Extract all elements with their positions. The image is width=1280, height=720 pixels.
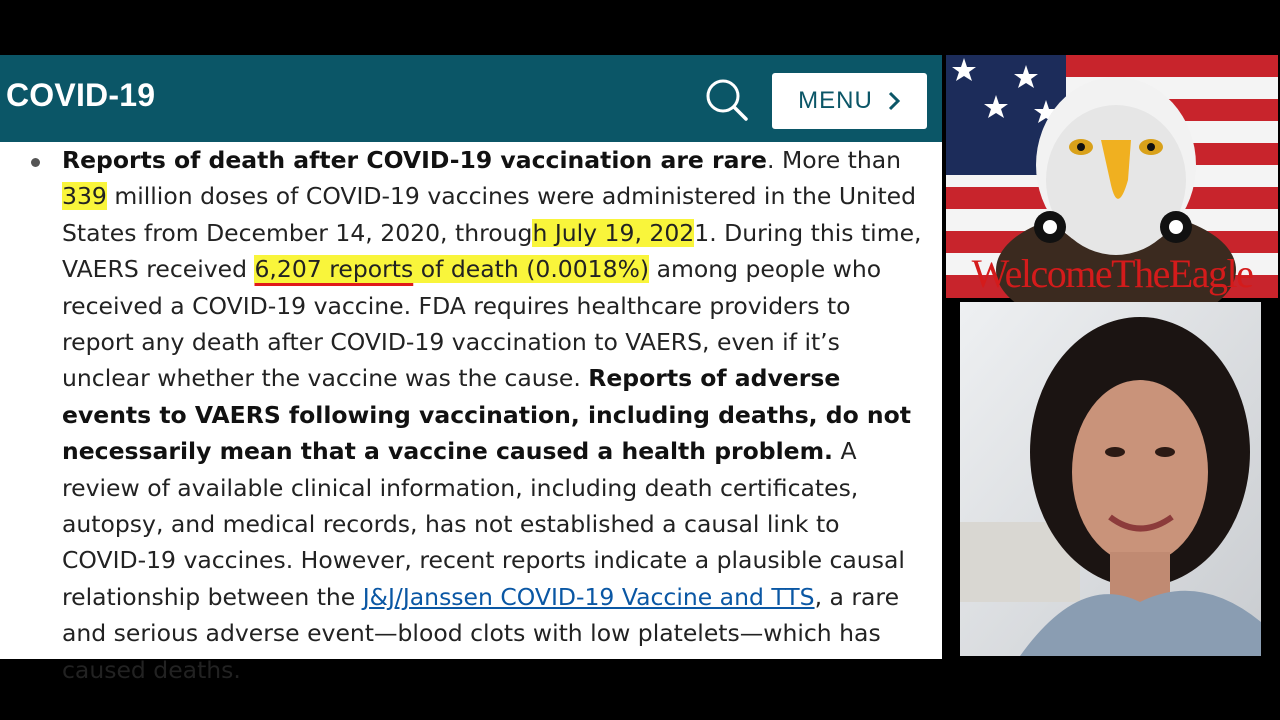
text-segment: 1. During this time, VAERS received xyxy=(62,218,922,284)
eagle-caption: WelcomeTheEagle xyxy=(971,251,1253,296)
menu-button[interactable] xyxy=(772,73,927,129)
webpage-panel xyxy=(0,55,942,684)
text-segment: among people who received a COVID-19 vaccine. FDA requires healthcare providers to report any death after COVID-19 vaccination to VAERS, even if it’s unclear whether the vaccine was the cause. xyxy=(62,255,882,393)
portrait-photo xyxy=(960,302,1261,656)
site-title[interactable]: COVID-19 xyxy=(6,77,156,113)
text-segment: . More than xyxy=(767,146,902,174)
highlight-date: July 19, 202 xyxy=(547,218,695,247)
article-content xyxy=(0,142,942,684)
list-bullet xyxy=(31,158,40,167)
bold-statement: Reports of adverse events to VAERS following vaccination, including deaths, do not necessarily mean that a vaccine caused a health problem. xyxy=(62,364,912,466)
highlight-reports: 6,207 reports xyxy=(254,255,414,284)
jj-tts-link[interactable]: J&J/Janssen COVID-19 Vaccine and TTS xyxy=(362,582,815,611)
highlight-h: h xyxy=(532,218,548,247)
article-paragraph xyxy=(62,142,922,688)
eagle-flag-image xyxy=(946,55,1278,298)
text-segment: A review of available clinical information, including death certificates, autopsy, and medical records, has not established a causal link to COVID-19 vaccines. However, recent reports indicate a plausible causal relationship between the xyxy=(62,437,905,611)
highlight-reports-rest: of death (0.0018%) xyxy=(413,255,650,284)
site-header xyxy=(0,55,942,142)
text-segment: million doses of COVID-19 vaccines were administered in the United States from December 14, 2020, throug xyxy=(62,182,917,247)
portrait-graphic xyxy=(960,302,1261,656)
highlight-doses: 339 xyxy=(62,182,107,211)
search-button[interactable] xyxy=(700,73,754,127)
chevron-right-icon xyxy=(887,90,901,112)
text-segment: , a rare and serious adverse event—blood clots with low platelets—which has caused deaths. xyxy=(62,582,900,684)
menu-label: MENU xyxy=(798,87,873,114)
search-icon xyxy=(700,73,754,127)
bold-lead: Reports of death after COVID-19 vaccination are rare xyxy=(62,146,767,174)
